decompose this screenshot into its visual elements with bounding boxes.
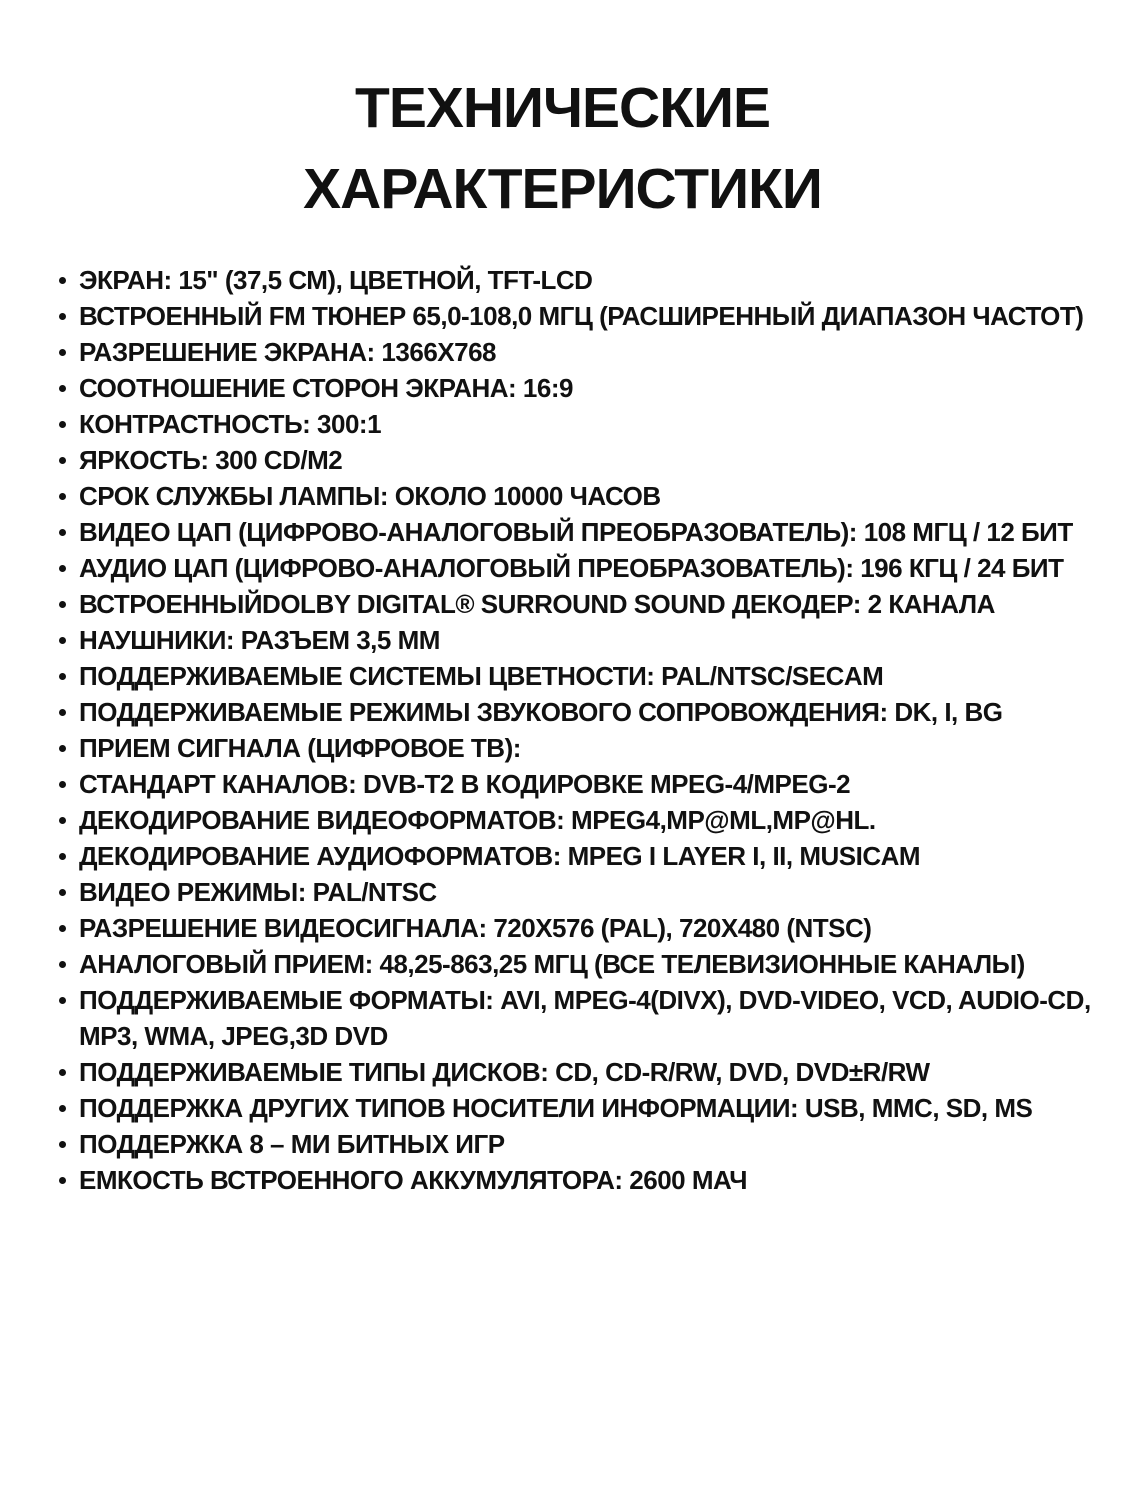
bullet-icon [59, 889, 66, 896]
spec-item [57, 1162, 1099, 1198]
spec-text: СРОК СЛУЖБЫ ЛАМПЫ: ОКОЛО 10000 ЧАСОВ [79, 480, 661, 511]
bullet-icon [59, 421, 66, 428]
bullet-icon [59, 493, 66, 500]
bullet-icon [59, 925, 66, 932]
spec-item [57, 694, 1099, 730]
spec-item [57, 766, 1099, 802]
spec-text: РАЗРЕШЕНИЕ ЭКРАНА: 1366X768 [79, 336, 496, 367]
bullet-icon [59, 961, 66, 968]
spec-item [57, 550, 1099, 586]
spec-list [57, 262, 1099, 1198]
spec-text: ЕМКОСТЬ ВСТРОЕННОГО АККУМУЛЯТОРА: 2600 МАЧ [79, 1164, 748, 1195]
spec-text: КОНТРАСТНОСТЬ: 300:1 [79, 408, 382, 439]
spec-text: ВСТРОЕННЫЙDOLBY DIGITAL® SURROUND SOUND ДЕКОДЕР: 2 КАНАЛА [79, 588, 995, 619]
spec-item [57, 370, 1099, 406]
spec-text: ПОДДЕРЖИВАЕМЫЕ СИСТЕМЫ ЦВЕТНОСТИ: PAL/NTSC/SECAM [79, 660, 884, 691]
spec-text: ПРИЕМ СИГНАЛА (ЦИФРОВОЕ ТВ): [79, 732, 521, 763]
bullet-icon [59, 565, 66, 572]
bullet-icon [59, 1069, 66, 1076]
spec-text: ДЕКОДИРОВАНИЕ АУДИОФОРМАТОВ: MPEG I LAYER I, II, MUSICAM [79, 840, 921, 871]
bullet-icon [59, 601, 66, 608]
spec-text: ПОДДЕРЖКА 8 – МИ БИТНЫХ ИГР [79, 1128, 505, 1159]
bullet-icon [59, 817, 66, 824]
spec-text: АНАЛОГОВЫЙ ПРИЕМ: 48,25-863,25 МГЦ (ВСЕ ТЕЛЕВИЗИОННЫЕ КАНАЛЫ) [79, 948, 1025, 979]
bullet-icon [59, 997, 66, 1004]
spec-item [57, 982, 1099, 1054]
spec-item [57, 406, 1099, 442]
bullet-icon [59, 853, 66, 860]
spec-item [57, 802, 1099, 838]
spec-item [57, 874, 1099, 910]
spec-item [57, 442, 1099, 478]
spec-item [57, 658, 1099, 694]
spec-text: ВИДЕО РЕЖИМЫ: PAL/NTSC [79, 876, 437, 907]
bullet-icon [59, 745, 66, 752]
bullet-icon [59, 709, 66, 716]
bullet-icon [59, 277, 66, 284]
spec-item [57, 586, 1099, 622]
bullet-icon [59, 781, 66, 788]
spec-item [57, 334, 1099, 370]
spec-text: ПОДДЕРЖИВАЕМЫЕ ФОРМАТЫ: AVI, MPEG-4(DIVX), DVD-VIDEO, VCD, AUDIO-CD, MP3, WMA, JPEG,3D DVD [79, 984, 1091, 1051]
bullet-icon [59, 1177, 66, 1184]
spec-item [57, 298, 1099, 334]
spec-item [57, 838, 1099, 874]
spec-item [57, 262, 1099, 298]
spec-text: РАЗРЕШЕНИЕ ВИДЕОСИГНАЛА: 720X576 (PAL), 720X480 (NTSC) [79, 912, 872, 943]
spec-text: СТАНДАРТ КАНАЛОВ: DVB-T2 В КОДИРОВКЕ MPEG-4/MPEG-2 [79, 768, 851, 799]
spec-item [57, 622, 1099, 658]
spec-text: ДЕКОДИРОВАНИЕ ВИДЕОФОРМАТОВ: MPEG4,MP@ML,MP@HL. [79, 804, 876, 835]
spec-text: ВСТРОЕННЫЙ FM ТЮНЕР 65,0-108,0 МГЦ (РАСШИРЕННЫЙ ДИАПАЗОН ЧАСТОТ) [79, 300, 1084, 331]
spec-item [57, 1126, 1099, 1162]
bullet-icon [59, 385, 66, 392]
bullet-icon [59, 637, 66, 644]
bullet-icon [59, 457, 66, 464]
spec-text: ПОДДЕРЖИВАЕМЫЕ РЕЖИМЫ ЗВУКОВОГО СОПРОВОЖДЕНИЯ: DK, I, BG [79, 696, 1003, 727]
spec-item [57, 478, 1099, 514]
spec-item [57, 1090, 1099, 1126]
spec-text: ПОДДЕРЖИВАЕМЫЕ ТИПЫ ДИСКОВ: CD, CD-R/RW, DVD, DVD±R/RW [79, 1056, 930, 1087]
spec-text: ЯРКОСТЬ: 300 CD/M2 [79, 444, 343, 475]
bullet-icon [59, 1105, 66, 1112]
spec-item [57, 946, 1099, 982]
spec-text: ВИДЕО ЦАП (ЦИФРОВО-АНАЛОГОВЫЙ ПРЕОБРАЗОВАТЕЛЬ): 108 МГЦ / 12 БИТ [79, 516, 1073, 547]
spec-item [57, 514, 1099, 550]
spec-text: СООТНОШЕНИЕ СТОРОН ЭКРАНА: 16:9 [79, 372, 573, 403]
bullet-icon [59, 529, 66, 536]
spec-text: АУДИО ЦАП (ЦИФРОВО-АНАЛОГОВЫЙ ПРЕОБРАЗОВАТЕЛЬ): 196 КГЦ / 24 БИТ [79, 552, 1064, 583]
bullet-icon [59, 1141, 66, 1148]
page-title: ТЕХНИЧЕСКИЕ ХАРАКТЕРИСТИКИ [303, 76, 822, 221]
spec-item [57, 730, 1099, 766]
spec-text: НАУШНИКИ: РАЗЪЕМ 3,5 ММ [79, 624, 440, 655]
spec-text: ЭКРАН: 15" (37,5 СМ), ЦВЕТНОЙ, TFT-LCD [79, 264, 593, 295]
spec-item [57, 910, 1099, 946]
spec-text: ПОДДЕРЖКА ДРУГИХ ТИПОВ НОСИТЕЛИ ИНФОРМАЦИИ: USB, MMC, SD, MS [79, 1092, 1033, 1123]
bullet-icon [59, 349, 66, 356]
bullet-icon [59, 673, 66, 680]
spec-item [57, 1054, 1099, 1090]
bullet-icon [59, 313, 66, 320]
